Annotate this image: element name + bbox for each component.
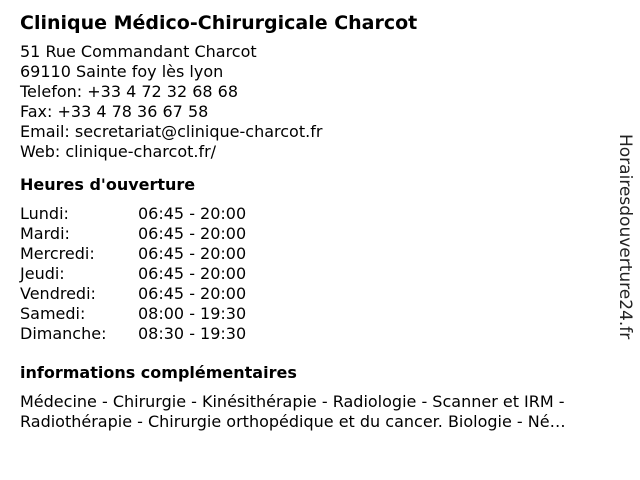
time-range: 06:45 - 20:00 <box>138 284 247 303</box>
address-street: 51 Rue Commandant Charcot <box>20 42 257 61</box>
phone-number: Telefon: +33 4 72 32 68 68 <box>20 82 239 101</box>
hours-row-monday <box>20 204 620 224</box>
time-range: 06:45 - 20:00 <box>138 264 247 283</box>
info-line: Médecine - Chirurgie - Kinésithérapie - Radiologie - Scanner et IRM - <box>20 392 565 411</box>
time-range: 06:45 - 20:00 <box>138 244 247 263</box>
watermark <box>611 134 637 374</box>
hours-heading: Heures d'ouverture <box>20 175 196 194</box>
hours-row-tuesday <box>20 224 620 244</box>
hours-table <box>20 204 620 344</box>
hours-row-saturday <box>20 304 620 324</box>
info-heading: informations complémentaires <box>20 363 297 382</box>
hours-row-wednesday <box>20 244 620 264</box>
contact-block <box>20 42 620 162</box>
time-range: 08:30 - 19:30 <box>138 324 247 343</box>
info-line: Radiothérapie - Chirurgie orthopédique et du cancer. Biologie - Né… <box>20 412 566 431</box>
hours-row-friday <box>20 284 620 304</box>
clinic-card <box>20 10 620 432</box>
day-label: Vendredi: <box>20 284 96 303</box>
hours-row-sunday <box>20 324 620 344</box>
day-label: Samedi: <box>20 304 86 323</box>
day-label: Dimanche: <box>20 324 107 343</box>
website: Web: clinique-charcot.fr/ <box>20 142 217 161</box>
email-address: Email: secretariat@clinique-charcot.fr <box>20 122 323 141</box>
day-label: Lundi: <box>20 204 69 223</box>
day-label: Jeudi: <box>20 264 65 283</box>
hours-row-thursday <box>20 264 620 284</box>
info-description <box>20 392 620 432</box>
day-label: Mercredi: <box>20 244 95 263</box>
fax-number: Fax: +33 4 78 36 67 58 <box>20 102 209 121</box>
time-range: 08:00 - 19:30 <box>138 304 247 323</box>
time-range: 06:45 - 20:00 <box>138 204 247 223</box>
time-range: 06:45 - 20:00 <box>138 224 247 243</box>
day-label: Mardi: <box>20 224 70 243</box>
address-city: 69110 Sainte foy lès lyon <box>20 62 224 81</box>
clinic-name: Clinique Médico-Chirurgicale Charcot <box>20 12 418 34</box>
watermark-text: Horairesdouverture24.fr <box>615 134 635 340</box>
